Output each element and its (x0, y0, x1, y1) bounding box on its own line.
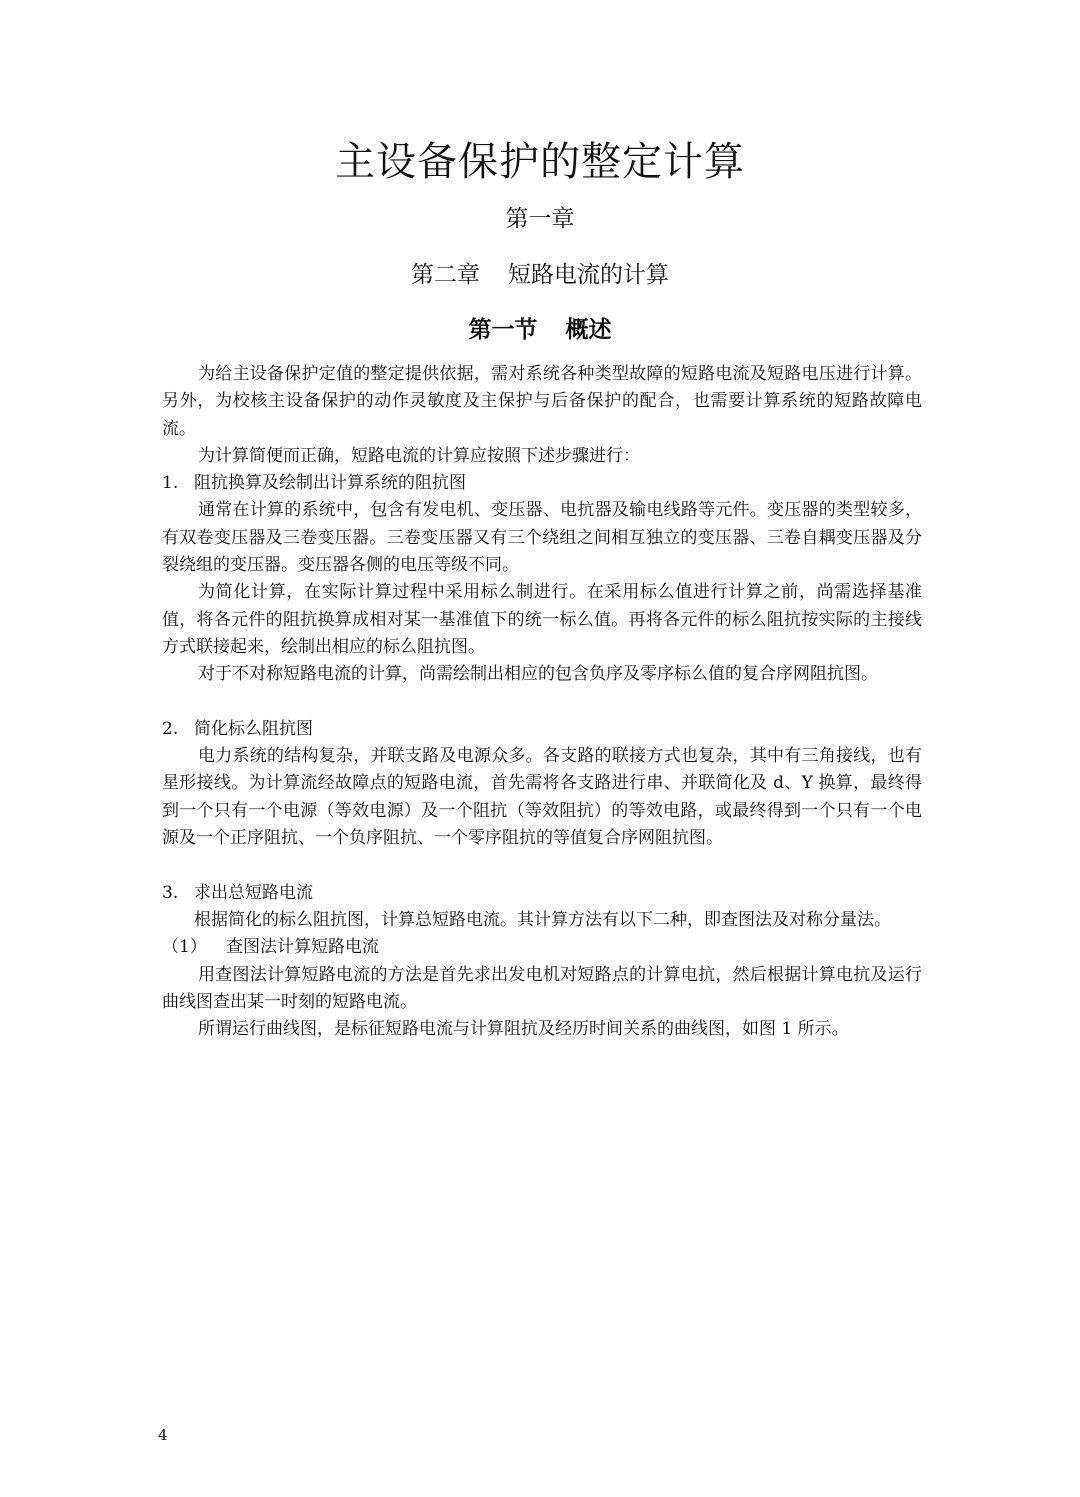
paragraph: 为计算简便而正确，短路电流的计算应按照下述步骤进行： (198, 445, 640, 466)
document-body (162, 361, 922, 1043)
list-item-heading (162, 470, 922, 497)
list-item-title: 阻抗换算及绘制出计算系统的阻抗图 (194, 473, 466, 494)
sub-item-number: （1） (162, 937, 207, 958)
paragraph: 对于不对称短路电流的计算，尚需绘制出相应的包含负序及零序标么值的复合序网阻抗图。 (198, 664, 878, 685)
document-title: 主设备保护的整定计算 (335, 139, 745, 185)
paragraph: 所谓运行曲线图，是标征短路电流与计算阻抗及经历时间关系的曲线图，如图 1 所示。 (198, 1019, 849, 1040)
paragraph: 为简化计算，在实际计算过程中采用标么制进行。在采用标么值进行计算之前，尚需选择基准值，将各元件的阻抗换算成相对某一基准值下的统一标么值。再将各元件的标么阻抗按实际的主接线方式联接起来，绘制出相应的标么阻抗图。 (162, 582, 922, 657)
list-item-number: 2. (162, 718, 179, 739)
chapter-two-number: 第二章 (411, 262, 480, 288)
chapter-one-heading: 第一章 (505, 206, 575, 232)
section-number: 第一节 (468, 317, 538, 343)
list-item-number: 1. (162, 473, 179, 494)
page-number: 4 (158, 1426, 168, 1444)
section-heading (0, 315, 1080, 345)
paragraph: 为给主设备保护定值的整定提供依据，需对系统各种类型故障的短路电流及短路电压进行计算。另外，为校核主设备保护的动作灵敏度及主保护与后备保护的配合，也需要计算系统的短路故障电流。 (162, 364, 922, 439)
chapter-two-title: 短路电流的计算 (508, 262, 669, 288)
chapter-two-heading (0, 260, 1080, 290)
section-title: 概述 (565, 317, 612, 343)
list-item-heading (162, 880, 922, 907)
sub-item-title: 查图法计算短路电流 (226, 937, 379, 958)
paragraph: 用查图法计算短路电流的方法是首先求出发电机对短路点的计算电抗，然后根据计算电抗及运行曲线图查出某一时刻的短路电流。 (162, 964, 922, 1012)
paragraph: 通常在计算的系统中，包含有发电机、变压器、电抗器及输电线路等元件。变压器的类型较多，有双卷变压器及三卷变压器。三卷变压器又有三个绕组之间相互独立的变压器、三卷自耦变压器及分裂绕组的变压器。变压器各侧的电压等级不同。 (162, 500, 922, 576)
list-item-heading (162, 716, 922, 743)
list-item-title: 求出总短路电流 (194, 882, 313, 903)
list-item-number: 3. (162, 882, 179, 903)
paragraph: 电力系统的结构复杂，并联支路及电源众多。各支路的联接方式也复杂，其中有三角接线，也有星形接线。为计算流经故障点的短路电流，首先需将各支路进行串、并联简化及 d、Y 换算，最终得到一个只有一个电源（等效电源）及一个阻抗（等效阻抗）的等效电路，或最终得到一个只有一个电源及一个正序阻抗、一个负序阻抗、一个零序阻抗的等值复合序网阻抗图。 (162, 746, 922, 849)
sub-item-heading (162, 934, 922, 961)
paragraph: 根据简化的标么阻抗图，计算总短路电流。其计算方法有以下二种，即查图法及对称分量法。 (194, 909, 891, 930)
list-item-title: 简化标么阻抗图 (194, 718, 313, 739)
